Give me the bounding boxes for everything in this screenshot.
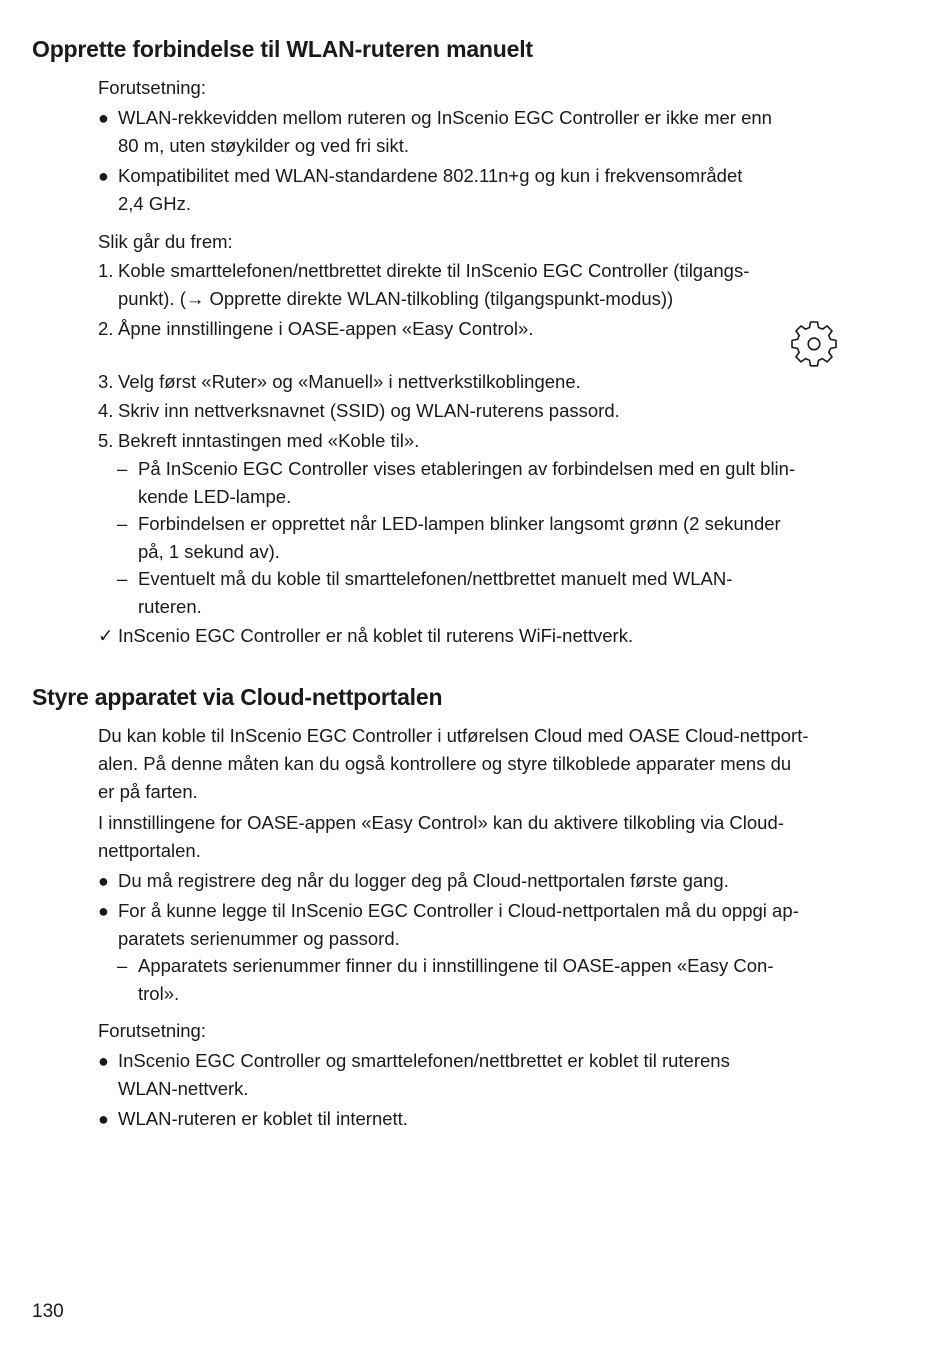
prereq-bullet-text: 80 m, uten støykilder og ved fri sikt. xyxy=(118,135,409,156)
step-text: punkt). (→ Opprette direkte WLAN-tilkobling (tilgangspunkt-modus)) xyxy=(118,288,674,309)
prereq-bullet-text: InScenio EGC Controller og smarttelefonen/nettbrettet er koblet til ruterens xyxy=(118,1050,730,1071)
paragraph-line: er på farten. xyxy=(98,781,198,802)
step-number: 4. xyxy=(98,400,114,421)
dash-marker: – xyxy=(117,513,128,534)
step-text: Åpne innstillingene i OASE-appen «Easy Control». xyxy=(118,318,534,339)
sub-result-text: Eventuelt må du koble til smarttelefonen/nettbrettet manuelt med WLAN- xyxy=(138,568,733,589)
gear-icon xyxy=(788,316,840,368)
bullet-icon: ● xyxy=(98,108,109,128)
prereq-bullet-text: Kompatibilitet med WLAN-standardene 802.11n+g og kun i frekvensområdet xyxy=(118,165,743,186)
step-number: 5. xyxy=(98,430,114,451)
bullet-icon: ● xyxy=(98,901,109,921)
prereq-bullet-text: WLAN-rekkevidden mellom ruteren og InScenio EGC Controller er ikke mer enn xyxy=(118,107,772,128)
prereq-bullet-text: 2,4 GHz. xyxy=(118,193,191,214)
bullet-icon: ● xyxy=(98,166,109,186)
bullet-icon: ● xyxy=(98,1109,109,1129)
step-number: 1. xyxy=(98,260,114,281)
bullet-icon: ● xyxy=(98,871,109,891)
bullet-text: For å kunne legge til InScenio EGC Controller i Cloud-nettportalen må du oppgi ap- xyxy=(118,900,799,921)
bullet-text: Du må registrere deg når du logger deg på Cloud-nettportalen første gang. xyxy=(118,870,729,891)
steps-label: Slik går du frem: xyxy=(98,231,233,252)
section-heading-cloud-portal: Styre apparatet via Cloud-nettportalen xyxy=(32,684,443,710)
page-number: 130 xyxy=(32,1301,64,1322)
sub-result-text: på, 1 sekund av). xyxy=(138,541,280,562)
prereq-bullet-text: WLAN-ruteren er koblet til internett. xyxy=(118,1108,408,1129)
step-number: 2. xyxy=(98,318,114,339)
step-text: Bekreft inntastingen med «Koble til». xyxy=(118,430,420,451)
bullet-text: paratets serienummer og passord. xyxy=(118,928,400,949)
paragraph-line: alen. På denne måten kan du også kontrollere og styre tilkoblede apparater mens du xyxy=(98,753,792,774)
checkmark-icon: ✓ xyxy=(98,625,114,646)
sub-result-text: kende LED-lampe. xyxy=(138,486,292,507)
dash-marker: – xyxy=(117,568,128,589)
paragraph-line: nettportalen. xyxy=(98,840,201,861)
sub-bullet-text: Apparatets serienummer finner du i innstillingene til OASE-appen «Easy Con- xyxy=(138,955,774,976)
prereq-label: Forutsetning: xyxy=(98,1020,206,1041)
dash-marker: – xyxy=(117,458,128,479)
sub-result-text: Forbindelsen er opprettet når LED-lampen blinker langsomt grønn (2 sekunder xyxy=(138,513,781,534)
section-heading-wlan-manual: Opprette forbindelse til WLAN-ruteren manuelt xyxy=(32,36,533,62)
step-text: Koble smarttelefonen/nettbrettet direkte til InScenio EGC Controller (tilgangs- xyxy=(118,260,750,281)
step-number: 3. xyxy=(98,371,114,392)
sub-result-text: ruteren. xyxy=(138,596,202,617)
prereq-label: Forutsetning: xyxy=(98,77,206,98)
paragraph-line: I innstillingene for OASE-appen «Easy Control» kan du aktivere tilkobling via Cloud- xyxy=(98,812,784,833)
step-text: Skriv inn nettverksnavnet (SSID) og WLAN-ruterens passord. xyxy=(118,400,620,421)
result-text: InScenio EGC Controller er nå koblet til ruterens WiFi-nettverk. xyxy=(118,625,634,646)
sub-bullet-text: trol». xyxy=(138,983,180,1004)
bullet-icon: ● xyxy=(98,1051,109,1071)
dash-marker: – xyxy=(117,955,128,976)
sub-result-text: På InScenio EGC Controller vises etableringen av forbindelsen med en gult blin- xyxy=(138,458,796,479)
paragraph-line: Du kan koble til InScenio EGC Controller i utførelsen Cloud med OASE Cloud-nettport- xyxy=(98,725,809,746)
step-text: Velg først «Ruter» og «Manuell» i nettverkstilkoblingene. xyxy=(118,371,581,392)
prereq-bullet-text: WLAN-nettverk. xyxy=(118,1078,249,1099)
